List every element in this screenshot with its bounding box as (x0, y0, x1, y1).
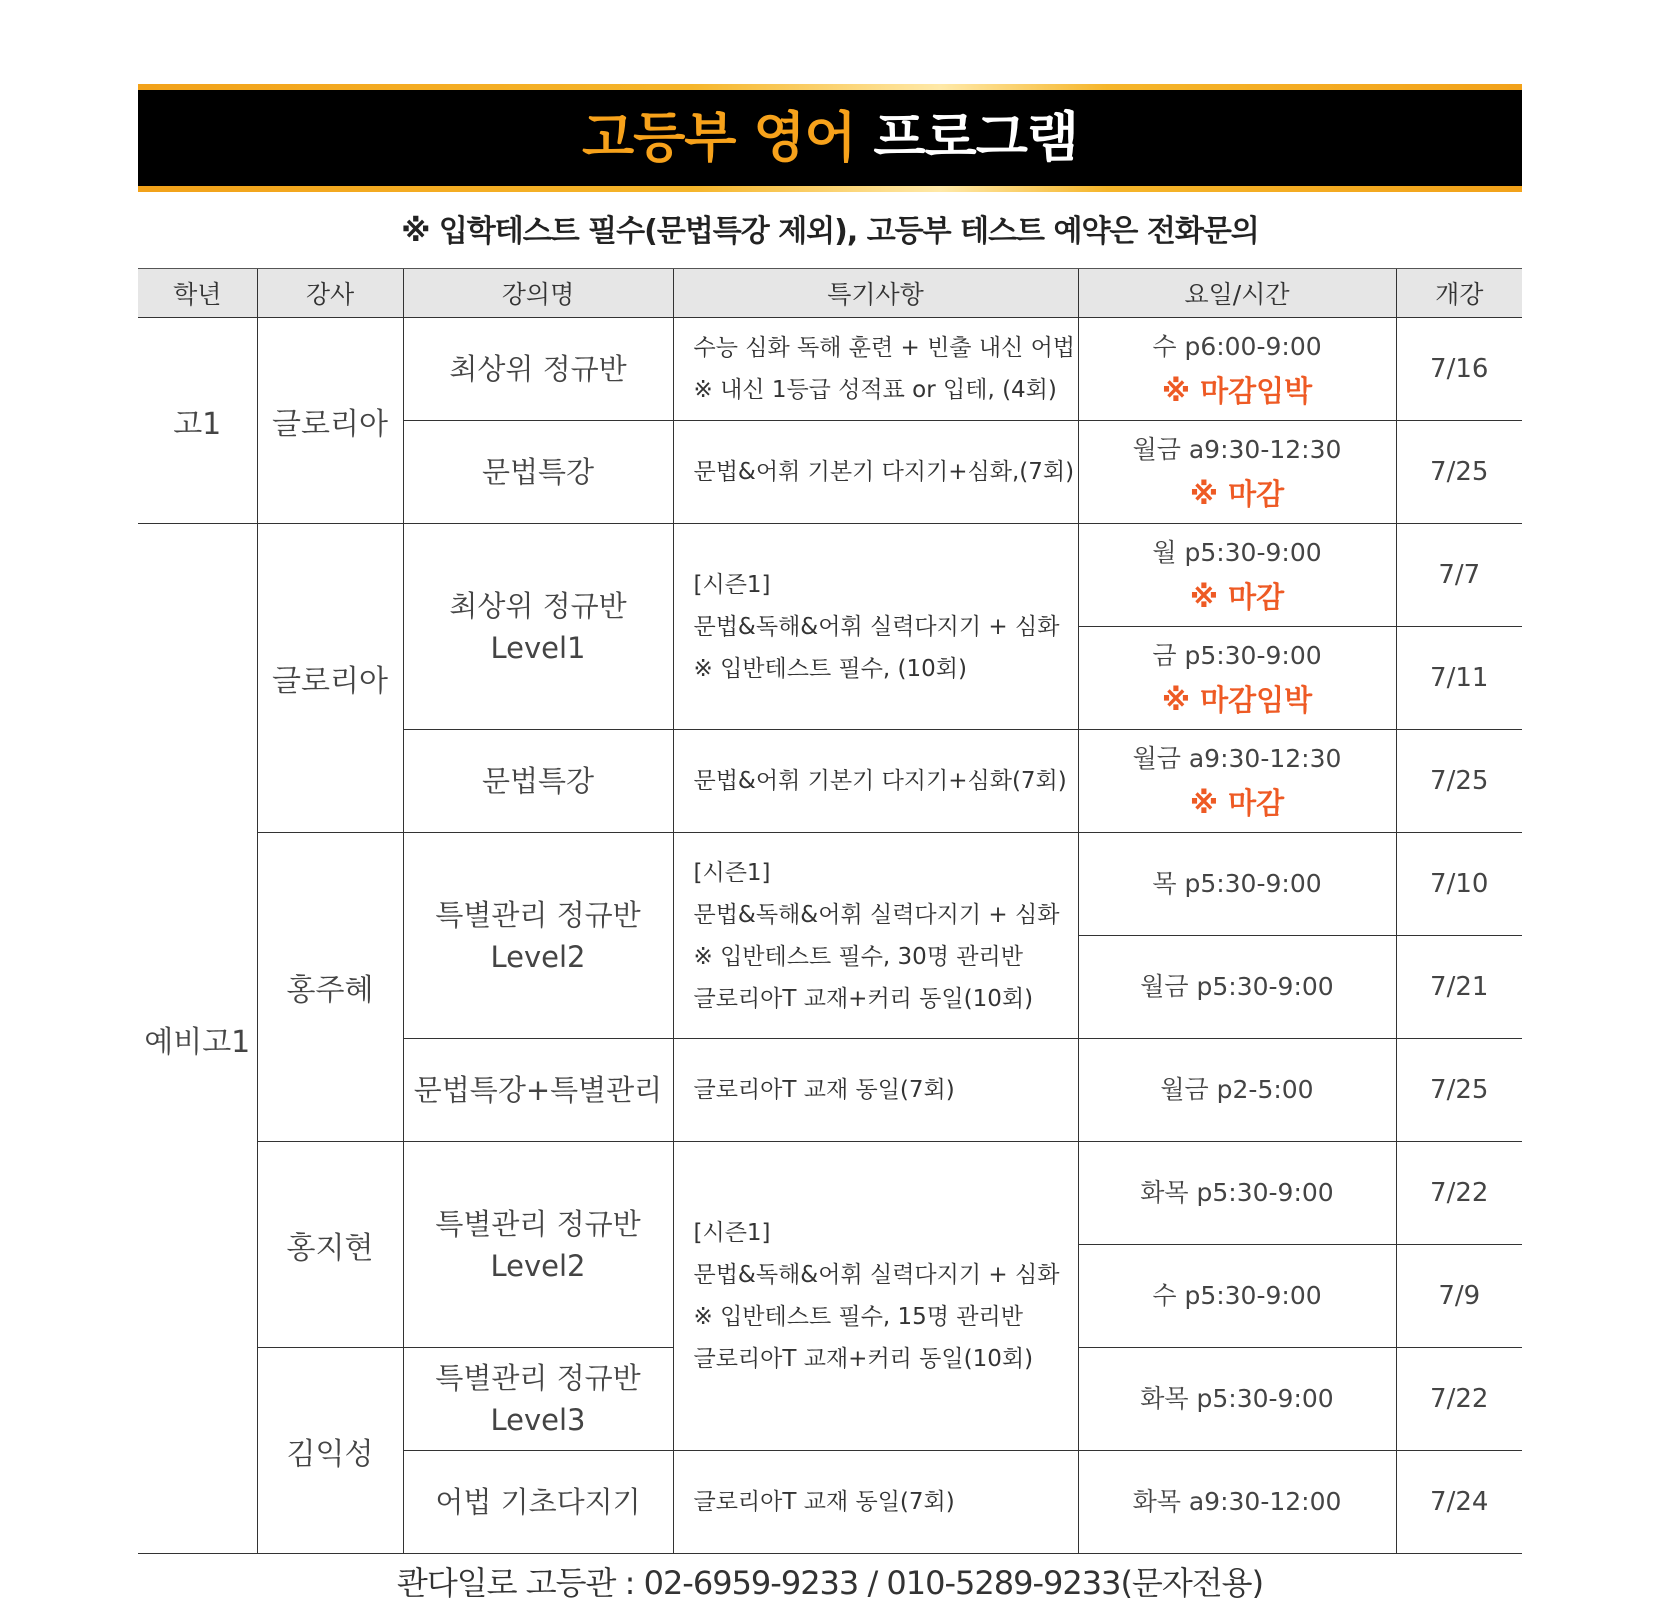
time-cell (1078, 936, 1396, 1039)
contact-footer: 콴다일로 고등관 : 02-6959-9233 / 010-5289-9233(문자전용) (396, 1564, 1264, 1602)
course-line: 최상위 정규반 (449, 352, 627, 386)
course-line: 문법특강 (481, 764, 595, 798)
course-cell (403, 833, 673, 1039)
course-cell (403, 524, 673, 730)
header-grade: 학년 (138, 269, 257, 318)
status-badge: ※ 마감임박 (1161, 374, 1313, 408)
time-cell (1078, 833, 1396, 936)
course-cell (403, 1039, 673, 1142)
course-line: 문법특강+특별관리 (413, 1073, 663, 1107)
teacher-cell: 글로리아 (257, 524, 403, 833)
open-date-cell: 7/25 (1396, 421, 1522, 524)
note-cell (673, 1039, 1078, 1142)
time-cell (1078, 1451, 1396, 1554)
open-date-cell: 7/22 (1396, 1142, 1522, 1245)
time-text: 월금 a9:30-12:30 (1132, 744, 1342, 773)
open-date-cell: 7/25 (1396, 1039, 1522, 1142)
course-line: 어법 기초다지기 (435, 1485, 641, 1519)
note-line: ※ 입반테스트 필수, 30명 관리반 (693, 943, 1023, 970)
title-banner (138, 84, 1522, 192)
time-text: 화목 p5:30-9:00 (1140, 1178, 1334, 1207)
course-line: 특별관리 정규반 (435, 897, 641, 932)
teacher-cell: 김익성 (257, 1348, 403, 1554)
note-cell (673, 318, 1078, 421)
open-date-cell: 7/10 (1396, 833, 1522, 936)
status-badge: ※ 마감 (1189, 477, 1285, 511)
header-teacher: 강사 (257, 269, 403, 318)
header-time: 요일/시간 (1078, 269, 1396, 318)
course-line: Level3 (490, 1403, 586, 1437)
note-cell (673, 730, 1078, 833)
note-line: 문법&독해&어휘 실력다지기 + 심화 (693, 613, 1060, 640)
time-text: 월 p5:30-9:00 (1152, 538, 1322, 567)
course-line: 특별관리 정규반 (435, 1206, 641, 1241)
course-line: 문법특강 (481, 455, 595, 489)
teacher-cell: 글로리아 (257, 318, 403, 524)
note-line: [시즌1] (693, 1220, 771, 1246)
time-cell (1078, 318, 1396, 421)
status-badge: ※ 마감임박 (1161, 683, 1313, 717)
note-line: [시즌1] (693, 571, 771, 598)
time-text: 금 p5:30-9:00 (1152, 641, 1322, 670)
time-cell (1078, 730, 1396, 833)
time-text: 목 p5:30-9:00 (1152, 869, 1322, 898)
time-cell (1078, 1348, 1396, 1451)
title-highlight: 고등부 영어 (581, 106, 856, 169)
note-line: 문법&어휘 기본기 다지기+심화(7회) (693, 768, 1067, 794)
time-text: 월금 p2-5:00 (1160, 1075, 1314, 1104)
course-line: Level2 (490, 939, 586, 974)
time-cell (1078, 627, 1396, 730)
status-badge: ※ 마감 (1189, 580, 1285, 614)
time-text: 화목 a9:30-12:00 (1132, 1487, 1342, 1516)
course-cell (403, 318, 673, 421)
open-date-cell: 7/16 (1396, 318, 1522, 421)
page-title (138, 90, 1522, 186)
teacher-cell: 홍지현 (257, 1142, 403, 1348)
time-cell (1078, 1245, 1396, 1348)
table-header-row (138, 269, 1522, 318)
note-line: ※ 입반테스트 필수, 15명 관리반 (693, 1304, 1023, 1330)
open-date-cell: 7/7 (1396, 524, 1522, 627)
note-line: 글로리아T 교재+커리 동일(10회) (693, 1346, 1034, 1372)
time-text: 월금 p5:30-9:00 (1140, 972, 1334, 1001)
open-date-cell: 7/11 (1396, 627, 1522, 730)
title-rest: 프로그램 (873, 106, 1079, 169)
time-cell (1078, 524, 1396, 627)
status-badge: ※ 마감 (1189, 786, 1285, 820)
note-cell (673, 1451, 1078, 1554)
open-date-cell: 7/25 (1396, 730, 1522, 833)
header-open: 개강 (1396, 269, 1522, 318)
course-line: 특별관리 정규반 (435, 1361, 641, 1395)
note-line: 문법&어휘 기본기 다지기+심화,(7회) (693, 459, 1075, 485)
note-line: ※ 내신 1등급 성적표 or 입테, (4회) (693, 377, 1057, 403)
note-cell (673, 524, 1078, 730)
grade-cell: 예비고1 (138, 524, 257, 1554)
course-cell (403, 1142, 673, 1348)
note-line: 문법&독해&어휘 실력다지기 + 심화 (693, 1262, 1060, 1288)
open-date-cell: 7/22 (1396, 1348, 1522, 1451)
open-date-cell: 7/21 (1396, 936, 1522, 1039)
note-line: 문법&독해&어휘 실력다지기 + 심화 (693, 901, 1060, 928)
course-cell (403, 1348, 673, 1451)
time-text: 수 p6:00-9:00 (1152, 332, 1322, 361)
time-text: 화목 p5:30-9:00 (1140, 1384, 1334, 1413)
time-cell (1078, 1142, 1396, 1245)
note-line: 수능 심화 독해 훈련 + 빈출 내신 어법 (693, 335, 1076, 361)
time-text: 월금 a9:30-12:30 (1132, 435, 1342, 464)
note-line: ※ 입반테스트 필수, (10회) (693, 655, 967, 682)
table-row (138, 524, 1522, 627)
table-row (138, 318, 1522, 421)
table-row (138, 1142, 1522, 1245)
header-note: 특기사항 (673, 269, 1078, 318)
note-line: 글로리아T 교재+커리 동일(10회) (693, 985, 1034, 1012)
course-line: Level1 (490, 630, 586, 665)
time-cell (1078, 1039, 1396, 1142)
course-cell (403, 421, 673, 524)
course-line: Level2 (490, 1248, 586, 1283)
header-course: 강의명 (403, 269, 673, 318)
time-text: 수 p5:30-9:00 (1152, 1281, 1322, 1310)
note-cell (673, 833, 1078, 1039)
course-cell (403, 730, 673, 833)
course-line: 최상위 정규반 (449, 588, 627, 623)
note-line: [시즌1] (693, 859, 771, 886)
time-cell (1078, 421, 1396, 524)
open-date-cell: 7/9 (1396, 1245, 1522, 1348)
entrance-test-notice: ※ 입학테스트 필수(문법특강 제외), 고등부 테스트 예약은 전화문의 (401, 214, 1259, 249)
teacher-cell: 홍주혜 (257, 833, 403, 1142)
note-line: 글로리아T 교재 동일(7회) (693, 1489, 955, 1515)
note-line: 글로리아T 교재 동일(7회) (693, 1077, 955, 1103)
note-cell (673, 1142, 1078, 1451)
grade-cell: 고1 (138, 318, 257, 524)
course-cell (403, 1451, 673, 1554)
program-schedule-table (138, 268, 1522, 1554)
note-cell (673, 421, 1078, 524)
table-row (138, 833, 1522, 936)
open-date-cell: 7/24 (1396, 1451, 1522, 1554)
banner-bottom-stripe (138, 186, 1522, 192)
